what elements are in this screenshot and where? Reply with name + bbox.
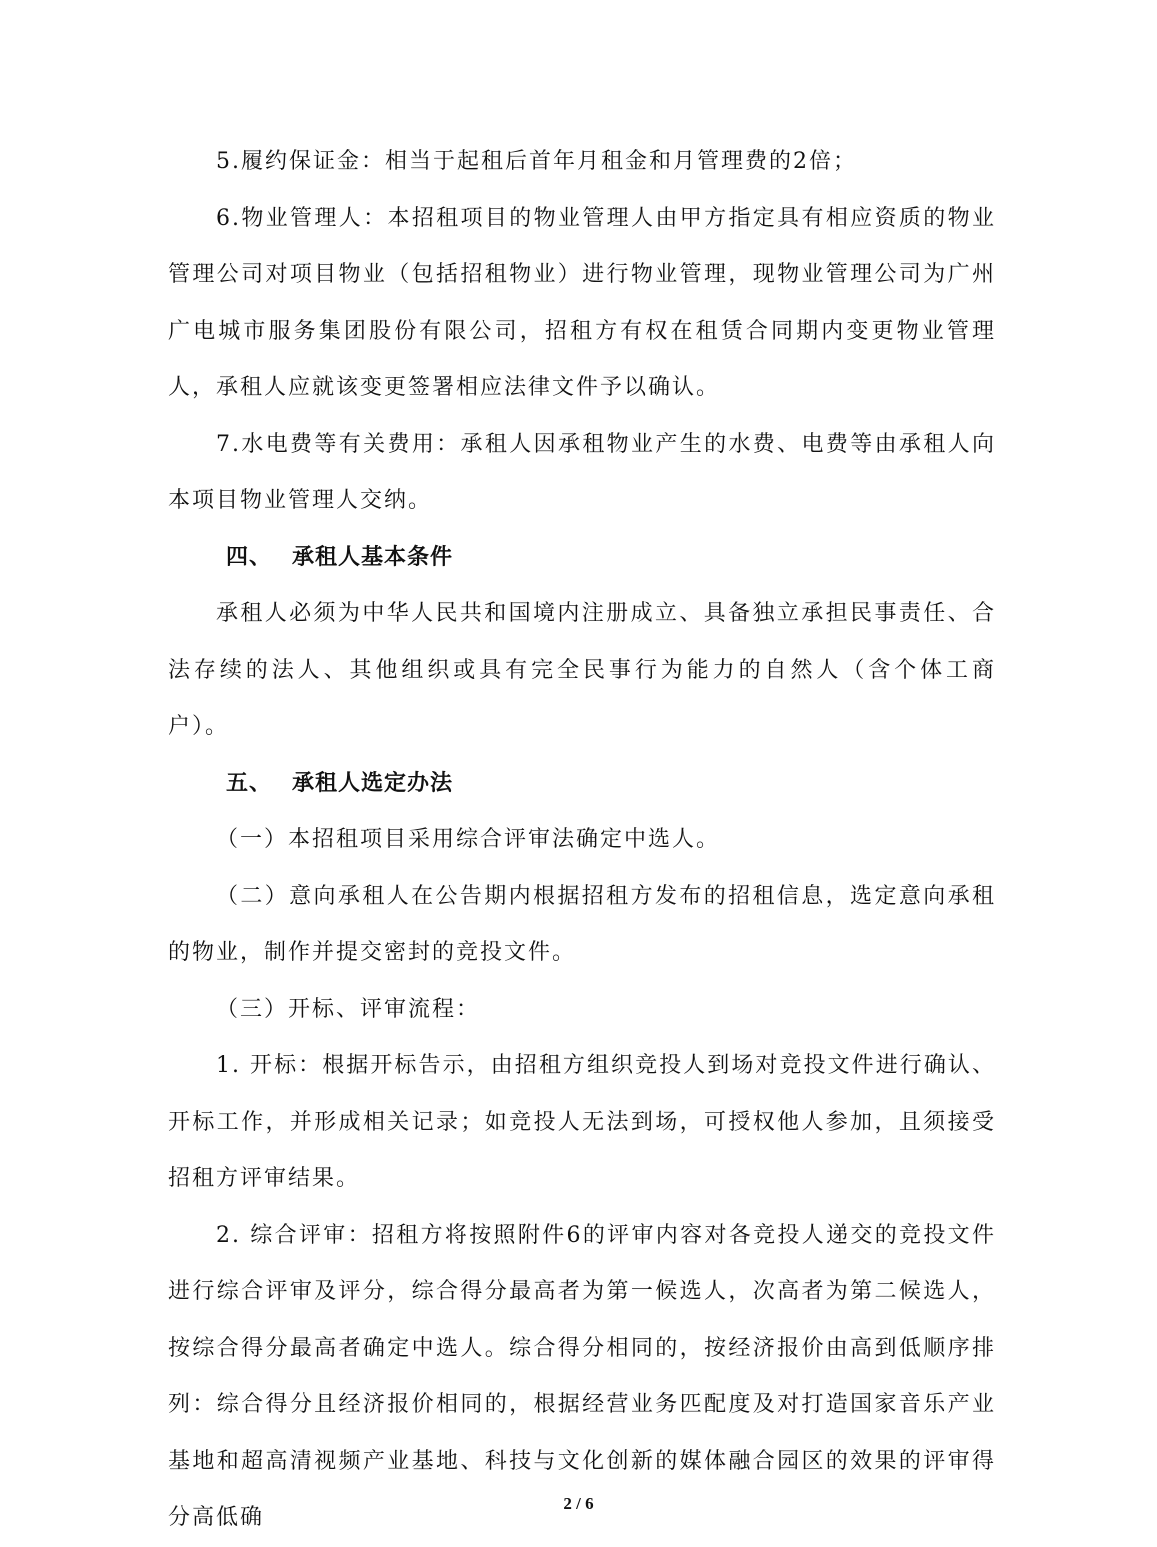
page-number: 2 / 6 bbox=[563, 1494, 594, 1513]
section-heading-selection-method bbox=[168, 756, 996, 813]
paragraph-basic-conditions: 承租人必须为中华人民共和国境内注册成立、具备独立承担民事责任、合法存续的法人、其他组织或具有完全民事行为能力的自然人（含个体工商户）。 bbox=[168, 601, 996, 739]
paragraph-bid-opening: 1. 开标：根据开标告示，由招租方组织竞投人到场对竞投文件进行确认、开标工作，并形成相关记录；如竞投人无法到场，可授权他人参加，且须接受招租方评审结果。 bbox=[168, 1053, 996, 1191]
paragraph-comprehensive-review: 2. 综合评审：招租方将按照附件6的评审内容对各竞投人递交的竞投文件进行综合评审及评分，综合得分最高者为第一候选人，次高者为第二候选人，按综合得分最高者确定中选人。综合得分相同的，按经济报价由高到低顺序排列：综合得分且经济报价相同的，根据经营业务匹配度及对打造国家音乐产业基地和超高清视频产业基地、科技与文化创新的媒体融合园区的效果的评审得分高低确 bbox=[168, 1222, 996, 1530]
section-title: 承租人基本条件 bbox=[292, 544, 454, 570]
paragraph-property-manager: 6.物业管理人：本招租项目的物业管理人由甲方指定具有相应资质的物业管理公司对项目物业（包括招租物业）进行物业管理，现物业管理公司为广州广电城市服务集团股份有限公司，招租方有权在租赁合同期内变更物业管理人，承租人应就该变更签署相应法律文件予以确认。 bbox=[168, 205, 996, 400]
section-number: 四、 bbox=[226, 544, 273, 570]
paragraph-process-heading: （三）开标、评审流程： bbox=[216, 996, 481, 1022]
section-heading-basic-conditions bbox=[168, 530, 996, 587]
paragraph-performance-bond: 5.履约保证金：相当于起租后首年月租金和月管理费的2倍； bbox=[216, 149, 857, 174]
paragraph-evaluation-method: （一）本招租项目采用综合评审法确定中选人。 bbox=[216, 827, 721, 852]
section-title: 承租人选定办法 bbox=[292, 770, 454, 796]
paragraph-bid-submission: （二）意向承租人在公告期内根据招租方发布的招租信息，选定意向承租的物业，制作并提交密封的竞投文件。 bbox=[168, 883, 996, 965]
section-number: 五、 bbox=[226, 770, 273, 796]
document-body bbox=[168, 134, 996, 1547]
paragraph-utility-fees: 7.水电费等有关费用：承租人因承租物业产生的水费、电费等由承租人向本项目物业管理人交纳。 bbox=[168, 431, 996, 513]
